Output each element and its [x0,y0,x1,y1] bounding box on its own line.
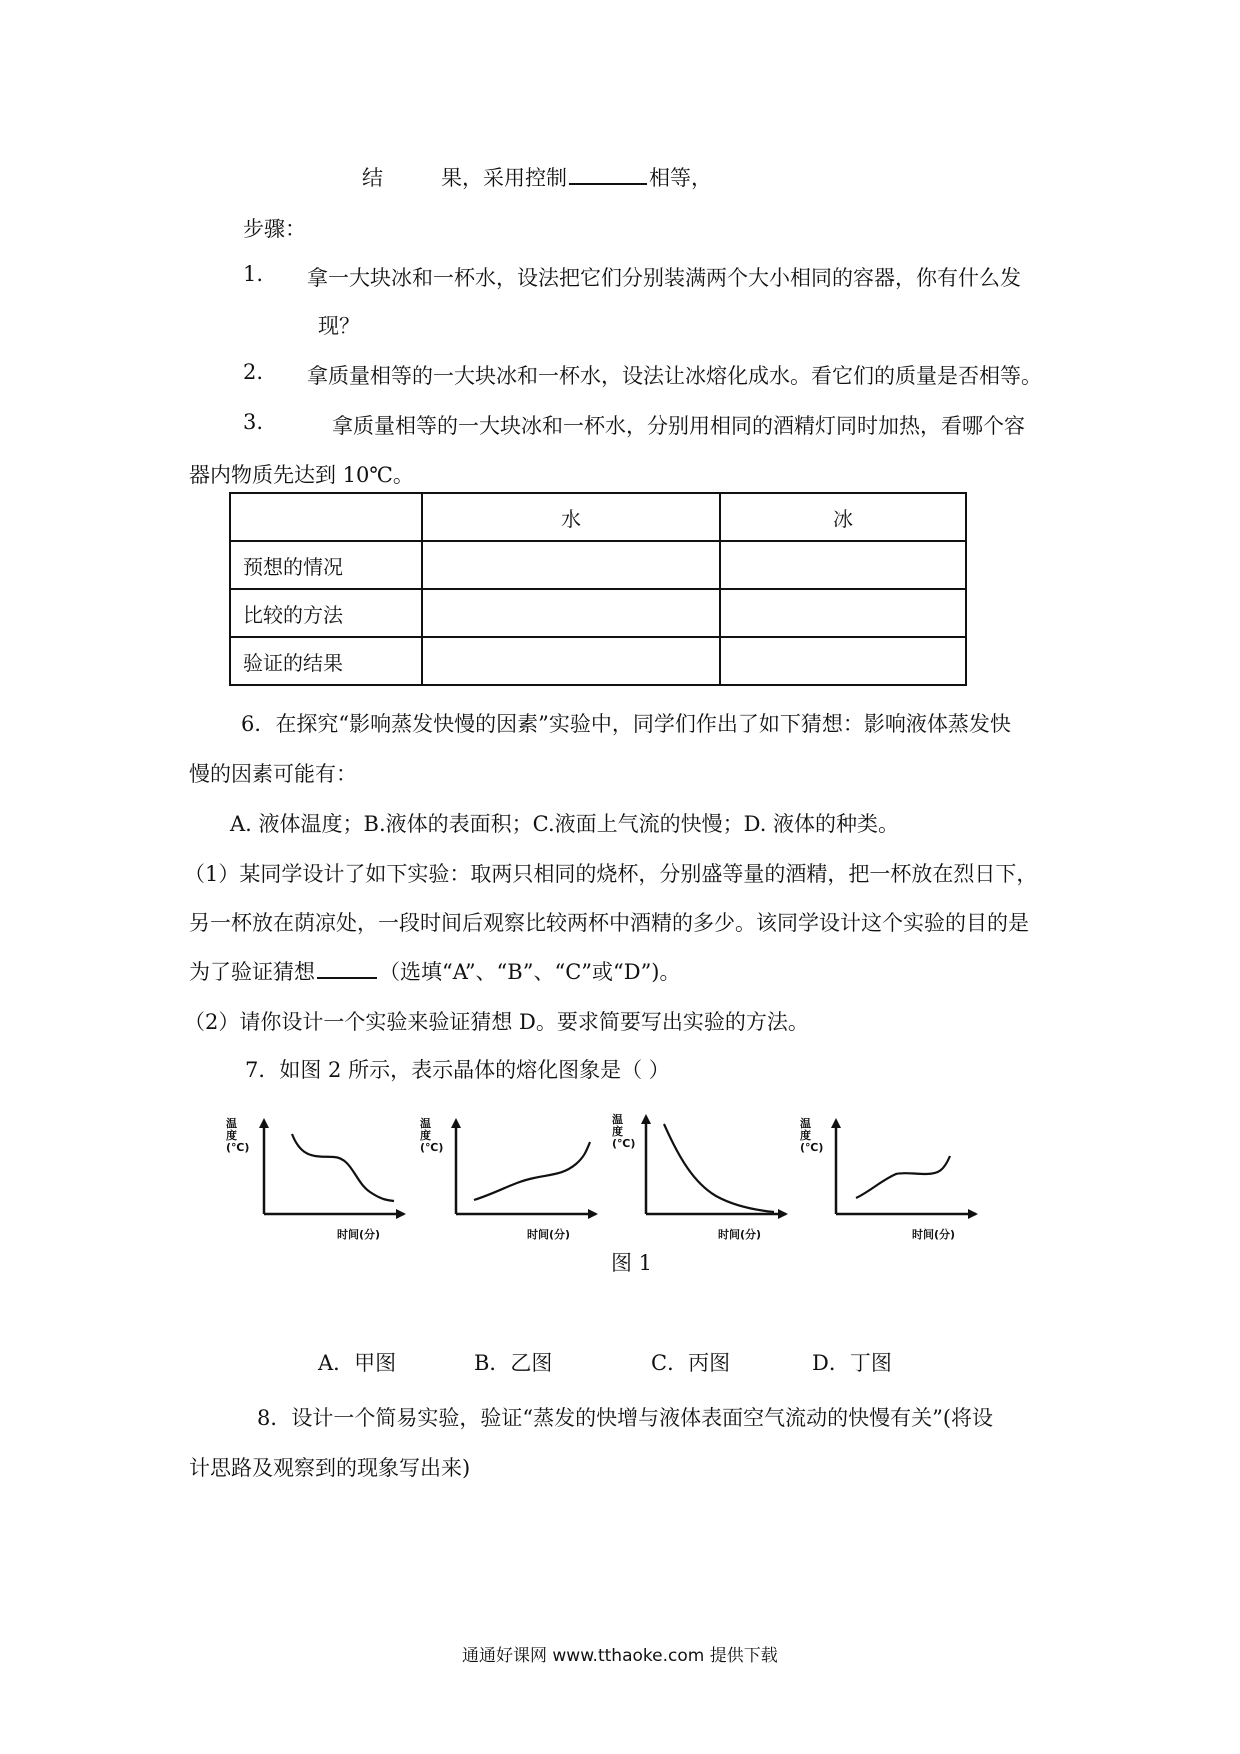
step1-number: 1. [243,262,264,286]
graph-ding [794,1112,990,1236]
graph-jia-svg [222,1112,418,1236]
graph-jia-ylabel: 温度(℃) [226,1117,250,1154]
graph-curve [664,1124,774,1212]
graph-yi [414,1112,610,1236]
q7-stem: 7．如图 2 所示，表示晶体的熔化图象是（ ） [245,1058,670,1082]
table-row-label: 比较的方法 [230,589,422,637]
answer-blank[interactable] [569,163,647,185]
table-header-cell [230,493,422,541]
page-footer: 通通好课网 www.tthaoke.com 提供下载 [462,1646,778,1666]
step3-text: 拿质量相等的一大块冰和一杯水，分别用相同的酒精灯同时加热，看哪个容 [332,414,1025,438]
graph-yi-ylabel: 温度(℃) [420,1117,444,1154]
q6-line-2: 慢的因素可能有： [189,762,357,786]
graph-yi-svg [414,1112,610,1236]
table-row [230,589,966,637]
q6-part1-line-3b: （选填“A”、“B”、“C”或“D”)。 [379,960,681,984]
choice-d[interactable]: D．丁图 [812,1351,892,1375]
step1-continued: 现？ [318,314,360,338]
graph-ding-xlabel: 时间(分) [912,1228,956,1241]
result-word-1: 结 [362,166,383,190]
table-row [230,637,966,685]
q6-line-1: 6．在探究“影响蒸发快慢的因素”实验中，同学们作出了如下猜想：影响液体蒸发快 [241,712,1011,736]
step2-number: 2. [243,360,264,384]
choice-c[interactable]: C．丙图 [651,1351,731,1375]
graph-bing-xlabel: 时间(分) [718,1228,762,1241]
graph-bing-ylabel: 温度(℃) [612,1113,636,1150]
graph-curve [856,1156,950,1198]
q6-options: A. 液体温度；B.液体的表面积；C.液面上气流的快慢；D. 液体的种类。 [230,812,900,836]
steps-label: 步骤： [243,217,306,241]
graph-yi-xlabel: 时间(分) [527,1228,571,1241]
step2-text: 拿质量相等的一大块冰和一杯水，设法让冰熔化成水。看它们的质量是否相等。 [307,364,1042,388]
x-axis-arrow-icon [778,1209,788,1219]
table-header-row [230,493,966,541]
table-cell[interactable] [422,541,720,589]
answer-table [229,492,967,686]
q6-part1-line-2: 另一杯放在荫凉处，一段时间后观察比较两杯中酒精的多少。该同学设计这个实验的目的是 [189,911,1029,935]
figure-caption: 图 1 [611,1251,653,1275]
graph-bing-svg [604,1108,800,1232]
result-line [362,162,712,192]
y-axis-arrow-icon [831,1118,841,1128]
graph-curve [292,1134,394,1201]
table-row-label: 预想的情况 [230,541,422,589]
q6-part2: （2）请你设计一个实验来验证猜想 D。要求简要写出实验的方法。 [184,1010,809,1034]
q8-line-2: 计思路及观察到的现象写出来) [189,1456,471,1480]
graph-jia-xlabel: 时间(分) [337,1228,381,1241]
choice-b[interactable]: B．乙图 [474,1351,553,1375]
q6-part1-line-3 [189,956,681,986]
step1-text: 拿一大块冰和一杯水，设法把它们分别装满两个大小相同的容器，你有什么发 [307,266,1021,290]
table-cell[interactable] [720,541,966,589]
step3-continued: 器内物质先达到 10℃。 [189,463,414,487]
graph-ding-svg [794,1112,990,1236]
q8-line-1: 8．设计一个简易实验，验证“蒸发的快增与液体表面空气流动的快慢有关”(将设 [257,1406,994,1430]
x-axis-arrow-icon [968,1209,978,1219]
table-cell[interactable] [720,589,966,637]
table-header-cell: 冰 [720,493,966,541]
step3-number: 3. [243,410,264,434]
guess-blank[interactable] [317,957,377,979]
graph-jia [222,1112,418,1236]
graph-ding-ylabel: 温度(℃) [800,1117,824,1154]
table-cell[interactable] [720,637,966,685]
q6-part1-line-1: （1）某同学设计了如下实验：取两只相同的烧杯，分别盛等量的酒精，把一杯放在烈日下， [184,862,1038,886]
q6-part1-line-3a: 为了验证猜想 [189,960,315,984]
graph-curve [474,1142,590,1200]
table-row-label: 验证的结果 [230,637,422,685]
result-word-2: 果，采用控制 [441,166,567,190]
choice-a[interactable]: A．甲图 [318,1351,397,1375]
x-axis-arrow-icon [588,1209,598,1219]
table-header-cell: 水 [422,493,720,541]
result-word-3: 相等， [649,166,712,190]
table-cell[interactable] [422,637,720,685]
graph-bing [604,1108,800,1232]
table-row [230,541,966,589]
y-axis-arrow-icon [641,1114,651,1124]
y-axis-arrow-icon [451,1118,461,1128]
y-axis-arrow-icon [259,1118,269,1128]
table-cell[interactable] [422,589,720,637]
x-axis-arrow-icon [396,1209,406,1219]
